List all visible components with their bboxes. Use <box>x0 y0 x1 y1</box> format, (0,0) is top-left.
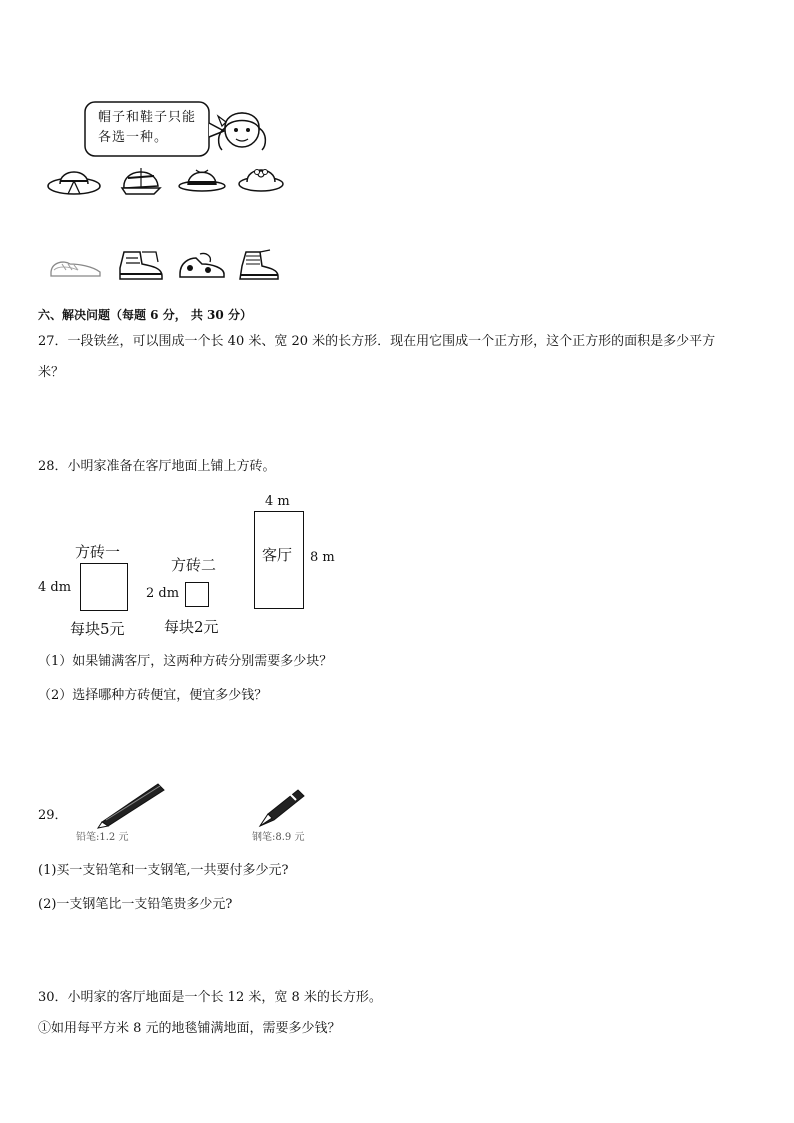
pen-price-label: 钢笔:8.9 元 <box>252 832 305 843</box>
q28-sub-1: （1）如果铺满客厅，这两种方砖分别需要多少块？ <box>38 654 333 669</box>
tile1-side: 4 dm <box>38 580 72 595</box>
q27-line-1: 27．一段铁丝，可以围成一个长 40 米、宽 20 米的长方形．现在用它围成一个正方形，这个正方形的面积是多少平方 <box>38 334 716 349</box>
room-name: 客厅 <box>262 546 293 564</box>
sport-shoe-icon <box>176 250 228 280</box>
pencil-icon <box>96 778 168 828</box>
room-width: 4 m <box>265 494 290 509</box>
speech-line-1: 帽子和鞋子只能 <box>98 110 197 125</box>
section-title: 六、解决问题（每题 6 分， 共 30 分） <box>38 308 252 322</box>
q27-line-2: 米？ <box>38 365 65 380</box>
flower-hat-icon <box>238 162 284 194</box>
speech-line-2: 各选一种。 <box>98 130 169 145</box>
tile1-square <box>80 563 128 611</box>
fedora-icon <box>178 164 226 194</box>
boot-icon <box>116 248 166 282</box>
q28-sub-2: （2）选择哪种方砖便宜，便宜多少钱？ <box>38 688 268 703</box>
q29-sub-1: (1)买一支铅笔和一支钢笔,一共要付多少元? <box>38 863 289 878</box>
tile2-name: 方砖二 <box>171 556 217 574</box>
q30-sub-1: ①如用每平方米 8 元的地毯铺满地面，需要多少钱？ <box>38 1021 341 1036</box>
tile1-price: 每块5元 <box>70 620 125 638</box>
speech-text <box>98 108 196 148</box>
pencil-price-label: 铅笔:1.2 元 <box>76 832 129 843</box>
high-top-icon <box>236 250 282 282</box>
tile1-name: 方砖一 <box>75 543 121 561</box>
cap-icon <box>118 162 164 198</box>
girl-face-icon <box>214 98 270 158</box>
q28-stem: 28．小明家准备在客厅地面上铺上方砖。 <box>38 459 276 474</box>
q29-sub-2: (2)一支钢笔比一支铅笔贵多少元? <box>38 897 233 912</box>
tile2-side: 2 dm <box>146 586 180 601</box>
sun-hat-icon <box>46 164 102 198</box>
sneaker-icon <box>48 254 104 280</box>
tile2-price: 每块2元 <box>164 618 219 636</box>
pen-icon <box>256 784 310 830</box>
q29-number: 29． <box>38 808 68 823</box>
room-length: 8 m <box>310 550 335 565</box>
q30-stem: 30．小明家的客厅地面是一个长 12 米，宽 8 米的长方形。 <box>38 990 382 1005</box>
tile2-square <box>185 582 209 607</box>
